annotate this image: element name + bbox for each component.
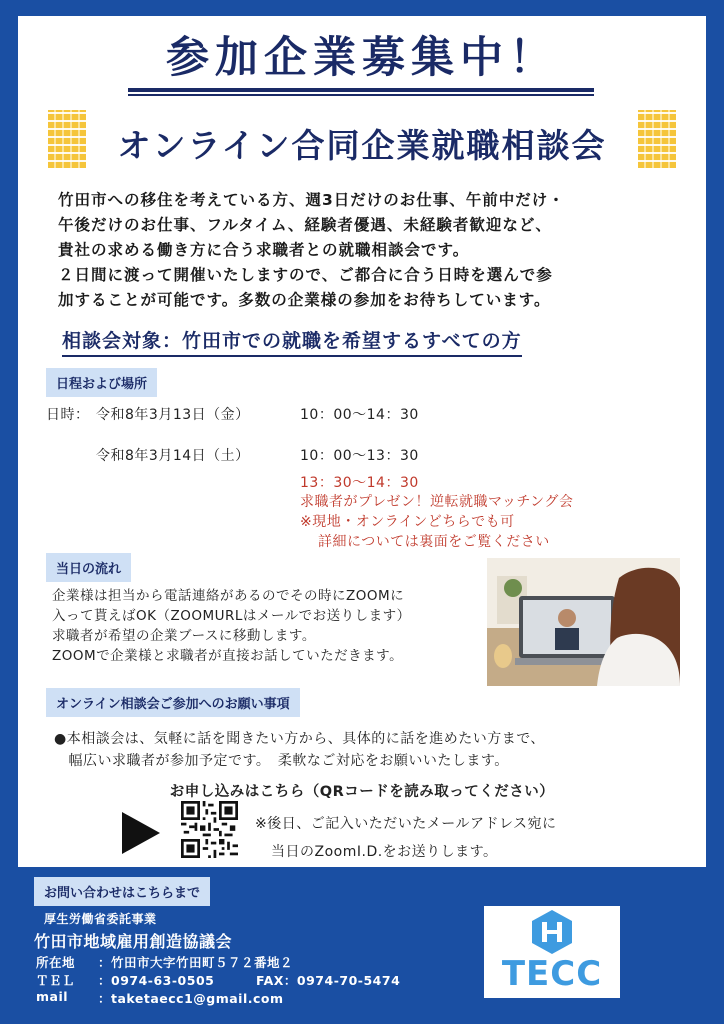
day2-date: 令和8年3月14日（土） (96, 448, 250, 464)
intro-line: 貴社の求める働き方に合う求職者との就職相談会です。 (58, 241, 470, 259)
requests-heading: オンライン相談会ご参加へのお願い事項 (46, 688, 300, 717)
page-title: 参加企業募集中！ (166, 33, 558, 83)
tecc-logo (484, 906, 620, 998)
requests-text (54, 728, 654, 772)
subtitle-banner (48, 110, 676, 172)
requests-line: 幅広い求職者が参加予定です。 柔軟なご対応をお願いいたします。 (54, 753, 509, 769)
fax-value: FAX：0974-70-5474 (256, 973, 401, 988)
schedule-label: 日時： (46, 407, 90, 423)
flow-heading: 当日の流れ (46, 553, 131, 582)
organization-name: 竹田市地域雇用創造協議会 (34, 932, 233, 951)
logo-text: TECC (501, 954, 603, 994)
qr-code[interactable] (181, 801, 238, 858)
apply-note-line: 当日のZoomI.D.をお送りします。 (271, 844, 498, 860)
tel-label: ＴＥＬ (36, 973, 76, 988)
matching-event: 求職者がプレゼン！逆転就職マッチング会 (300, 494, 574, 510)
target-audience: 相談会対象：竹田市での就職を希望するすべての方 (62, 326, 522, 357)
mail-value[interactable]: ：taketaecc1@gmail.com (98, 991, 284, 1006)
apply-note-line: ※後日、ご記入いただいたメールアドレス宛に (255, 816, 557, 832)
hexagon-logo-icon (484, 906, 620, 956)
schedule-heading: 日程および場所 (46, 368, 157, 397)
intro-line: 午後だけのお仕事、フルタイム、経験者優遇、未経験者歓迎など、 (58, 216, 552, 234)
day2-time: 10：00～13：30 (300, 448, 419, 464)
intro-text (58, 188, 678, 313)
flow-line: 求職者が希望の企業ブースに移動します。 (52, 628, 316, 644)
mail-label: mail (36, 989, 69, 1004)
flow-line: 入って貰えばOK（ZOOMURLはメールでお送りします） (52, 608, 411, 624)
title-underline-thin (128, 94, 594, 96)
event-title: オンライン合同企業就職相談会 (117, 126, 607, 165)
intro-line: 竹田市への移住を考えている方、週3日だけのお仕事、午前中だけ・ (58, 191, 565, 209)
tel-value: ：0974-63-0505 (98, 973, 215, 988)
requests-line: ●本相談会は、気軽に話を聞きたい方から、具体的に話を進めたい方まで、 (54, 731, 545, 747)
matching-detail: 詳細については裏面をご覧ください (318, 534, 550, 550)
contact-heading: お問い合わせはこちらまで (34, 877, 210, 906)
flow-line: ZOOMで企業様と求職者が直接お話していただきます。 (52, 648, 404, 664)
day1-date: 令和8年3月13日（金） (96, 407, 250, 423)
title-underline (128, 88, 594, 92)
apply-heading: お申し込みはこちら（QRコードを読み取ってください） (169, 784, 555, 800)
flow-line: 企業様は担当から電話連絡があるのでその時にZOOMに (52, 588, 405, 604)
intro-line: 加することが可能です。多数の企業様の参加をお待ちしています。 (58, 291, 551, 309)
address-label: 所在地 (36, 955, 76, 970)
address-value: ：竹田市大字竹田町５７２番地２ (98, 955, 294, 970)
apply-note (255, 810, 557, 866)
day1-time: 10：00～14：30 (300, 407, 419, 423)
online-meeting-photo (487, 558, 680, 686)
flow-text (52, 586, 492, 666)
matching-time: 13：30～14：30 (300, 475, 419, 491)
intro-line: ２日間に渡って開催いたしますので、ご都合に合う日時を選んで参 (58, 266, 553, 284)
play-icon[interactable] (122, 812, 160, 854)
sponsor-text: 厚生労働省委託事業 (44, 912, 157, 926)
matching-note: ※現地・オンラインどちらでも可 (300, 514, 515, 530)
